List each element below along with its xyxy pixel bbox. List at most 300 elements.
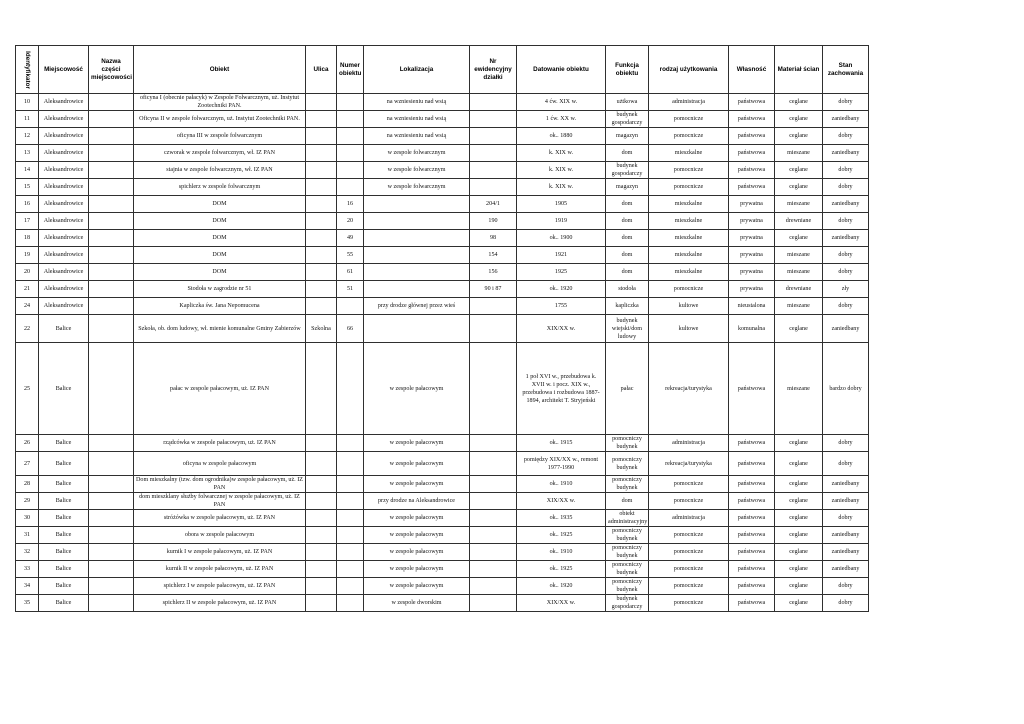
- header-wlasnosc: Własność: [729, 46, 775, 94]
- cell-stan-zachowania: zły: [823, 281, 869, 298]
- cell-stan-zachowania: zaniedbany: [823, 196, 869, 213]
- cell-lokalizacja: [364, 230, 470, 247]
- cell-rodzaj-uzytkowania: rekreacja/turystyka: [649, 452, 729, 476]
- cell-nr-dzialki: [470, 527, 517, 544]
- cell-numer-obiektu: 55: [337, 247, 364, 264]
- cell-nr-dzialki: 156: [470, 264, 517, 281]
- cell-ulica: [306, 128, 337, 145]
- cell-obiekt: kurnik I w zespole pałacowym, uż. IZ PAN: [134, 544, 306, 561]
- cell-miejscowosc: Balice: [39, 561, 89, 578]
- table-row: [16, 578, 869, 595]
- cell-funkcja: magazyn: [606, 128, 649, 145]
- cell-wlasnosc: państwowa: [729, 94, 775, 111]
- cell-lokalizacja: w zespole pałacowym: [364, 343, 470, 435]
- cell-miejscowosc: Aleksandrowice: [39, 247, 89, 264]
- cell-wlasnosc: państwowa: [729, 595, 775, 612]
- cell-lokalizacja: w zespole folwarcznym: [364, 162, 470, 179]
- cell-lokalizacja: przy drodze na Aleksandrowice: [364, 493, 470, 510]
- cell-wlasnosc: państwowa: [729, 561, 775, 578]
- cell-miejscowosc: Balice: [39, 595, 89, 612]
- cell-datowanie: ok.. 1925: [517, 561, 606, 578]
- cell-rodzaj-uzytkowania: administracja: [649, 435, 729, 452]
- cell-miejscowosc: Aleksandrowice: [39, 281, 89, 298]
- cell-nr-dzialki: [470, 145, 517, 162]
- cell-ulica: [306, 435, 337, 452]
- cell-miejscowosc: Aleksandrowice: [39, 230, 89, 247]
- cell-ulica: [306, 298, 337, 315]
- cell-nr-dzialki: [470, 128, 517, 145]
- cell-funkcja: dom: [606, 247, 649, 264]
- cell-ulica: [306, 179, 337, 196]
- cell-lokalizacja: [364, 196, 470, 213]
- cell-ulica: [306, 452, 337, 476]
- cell-stan-zachowania: dobry: [823, 578, 869, 595]
- header-identyfikator: [16, 46, 39, 94]
- cell-material-scian: ceglane: [775, 230, 823, 247]
- cell-nazwa-czesci: [89, 315, 134, 343]
- cell-lokalizacja: [364, 281, 470, 298]
- cell-funkcja: pałac: [606, 343, 649, 435]
- cell-funkcja: dom: [606, 493, 649, 510]
- cell-rodzaj-uzytkowania: administracja: [649, 94, 729, 111]
- table-row: [16, 595, 869, 612]
- cell-ulica: [306, 527, 337, 544]
- cell-datowanie: pomiędzy XIX/XX w., remont 1977-1990: [517, 452, 606, 476]
- cell-material-scian: mieszane: [775, 196, 823, 213]
- cell-nr-dzialki: [470, 452, 517, 476]
- cell-obiekt: spichlerz I w zespole pałacowym, uż. IZ PAN: [134, 578, 306, 595]
- monuments-table: [15, 45, 869, 612]
- cell-stan-zachowania: dobry: [823, 179, 869, 196]
- header-funkcja: Funkcja obiektu: [606, 46, 649, 94]
- cell-identyfikator: 16: [16, 196, 39, 213]
- cell-numer-obiektu: [337, 179, 364, 196]
- header-stan-zachowania: Stan zachowania: [823, 46, 869, 94]
- cell-nazwa-czesci: [89, 196, 134, 213]
- cell-rodzaj-uzytkowania: kultowe: [649, 315, 729, 343]
- cell-lokalizacja: na wzniesieniu nad wsią: [364, 94, 470, 111]
- cell-ulica: [306, 578, 337, 595]
- cell-datowanie: XIX/XX w.: [517, 315, 606, 343]
- cell-nazwa-czesci: [89, 578, 134, 595]
- cell-funkcja: dom: [606, 213, 649, 230]
- header-identyfikator-label: Identyfikator: [24, 50, 31, 89]
- cell-stan-zachowania: zaniedbany: [823, 476, 869, 493]
- cell-funkcja: pomocniczy budynek: [606, 452, 649, 476]
- table-row: [16, 510, 869, 527]
- cell-stan-zachowania: dobry: [823, 247, 869, 264]
- cell-obiekt: Oficyna II w zespole folwarcznym, uż. Instytut Zootechniki PAN.: [134, 111, 306, 128]
- cell-wlasnosc: prywatna: [729, 230, 775, 247]
- cell-material-scian: ceglane: [775, 94, 823, 111]
- cell-numer-obiektu: [337, 452, 364, 476]
- cell-wlasnosc: państwowa: [729, 452, 775, 476]
- table-row: [16, 281, 869, 298]
- cell-identyfikator: 18: [16, 230, 39, 247]
- cell-datowanie: ok.. 1900: [517, 230, 606, 247]
- cell-datowanie: k. XIX w.: [517, 179, 606, 196]
- cell-material-scian: mieszane: [775, 247, 823, 264]
- cell-nr-dzialki: [470, 544, 517, 561]
- cell-lokalizacja: [364, 264, 470, 281]
- cell-nazwa-czesci: [89, 213, 134, 230]
- cell-nazwa-czesci: [89, 343, 134, 435]
- cell-funkcja: pomocniczy budynek: [606, 435, 649, 452]
- cell-lokalizacja: w zespole folwarcznym: [364, 179, 470, 196]
- cell-funkcja: pomocniczy budynek: [606, 561, 649, 578]
- cell-wlasnosc: państwowa: [729, 162, 775, 179]
- cell-obiekt: spichlerz II w zespole pałacowym, uż. IZ PAN: [134, 595, 306, 612]
- cell-numer-obiektu: [337, 527, 364, 544]
- cell-rodzaj-uzytkowania: mieszkalne: [649, 264, 729, 281]
- cell-wlasnosc: państwowa: [729, 111, 775, 128]
- cell-lokalizacja: [364, 247, 470, 264]
- table-row: [16, 145, 869, 162]
- cell-obiekt: kurnik II w zespole pałacowym, uż. IZ PAN: [134, 561, 306, 578]
- cell-funkcja: użtkowa: [606, 94, 649, 111]
- cell-identyfikator: 34: [16, 578, 39, 595]
- cell-stan-zachowania: zaniedbany: [823, 315, 869, 343]
- cell-obiekt: DOM: [134, 247, 306, 264]
- cell-ulica: [306, 111, 337, 128]
- cell-nazwa-czesci: [89, 527, 134, 544]
- cell-obiekt: DOM: [134, 196, 306, 213]
- cell-datowanie: k. XIX w.: [517, 145, 606, 162]
- cell-stan-zachowania: dobry: [823, 435, 869, 452]
- cell-wlasnosc: państwowa: [729, 493, 775, 510]
- cell-material-scian: ceglane: [775, 493, 823, 510]
- cell-nazwa-czesci: [89, 162, 134, 179]
- cell-ulica: [306, 544, 337, 561]
- table-row: [16, 298, 869, 315]
- cell-wlasnosc: prywatna: [729, 196, 775, 213]
- cell-material-scian: ceglane: [775, 595, 823, 612]
- cell-lokalizacja: w zespole pałacowym: [364, 435, 470, 452]
- cell-numer-obiektu: 51: [337, 281, 364, 298]
- cell-obiekt: stajnia w zespole folwarcznym, wł. IZ PAN: [134, 162, 306, 179]
- table-row: [16, 544, 869, 561]
- cell-numer-obiektu: [337, 298, 364, 315]
- cell-numer-obiektu: [337, 493, 364, 510]
- cell-funkcja: magazyn: [606, 179, 649, 196]
- table-row: [16, 196, 869, 213]
- cell-identyfikator: 24: [16, 298, 39, 315]
- cell-stan-zachowania: zaniedbany: [823, 111, 869, 128]
- cell-nazwa-czesci: [89, 94, 134, 111]
- cell-nr-dzialki: [470, 162, 517, 179]
- cell-nazwa-czesci: [89, 128, 134, 145]
- cell-miejscowosc: Balice: [39, 493, 89, 510]
- cell-datowanie: 4 ćw. XIX w.: [517, 94, 606, 111]
- cell-funkcja: pomocniczy budynek: [606, 527, 649, 544]
- cell-numer-obiektu: 20: [337, 213, 364, 230]
- cell-datowanie: 1 ćw. XX w.: [517, 111, 606, 128]
- cell-datowanie: 1 poł XVI w., przebudowa k. XVII w. i pocz. XIX w., przebudowa i rozbudowa 1887-1894, architekt T. Stryjeński: [517, 343, 606, 435]
- cell-identyfikator: 12: [16, 128, 39, 145]
- table-row: [16, 343, 869, 435]
- cell-funkcja: budynek gospodarczy: [606, 111, 649, 128]
- cell-stan-zachowania: dobry: [823, 162, 869, 179]
- cell-identyfikator: 29: [16, 493, 39, 510]
- cell-obiekt: spichlerz w zespole folwarcznym: [134, 179, 306, 196]
- cell-wlasnosc: państwowa: [729, 527, 775, 544]
- cell-material-scian: ceglane: [775, 510, 823, 527]
- cell-ulica: [306, 510, 337, 527]
- cell-lokalizacja: w zespole pałacowym: [364, 476, 470, 493]
- table-row: [16, 561, 869, 578]
- header-miejscowosc: Miejscowość: [39, 46, 89, 94]
- cell-identyfikator: 10: [16, 94, 39, 111]
- cell-rodzaj-uzytkowania: pomocnicze: [649, 128, 729, 145]
- header-nazwa-czesci: Nazwa części miejscowości: [89, 46, 134, 94]
- cell-nr-dzialki: [470, 510, 517, 527]
- cell-obiekt: rządcówka w zespole pałacowym, uż. IZ PAN: [134, 435, 306, 452]
- cell-lokalizacja: na wzniesieniu nad wsią: [364, 111, 470, 128]
- header-material-scian: Materiał ścian: [775, 46, 823, 94]
- table-row: [16, 128, 869, 145]
- cell-nr-dzialki: 190: [470, 213, 517, 230]
- cell-stan-zachowania: dobry: [823, 264, 869, 281]
- cell-nazwa-czesci: [89, 247, 134, 264]
- cell-rodzaj-uzytkowania: mieszkalne: [649, 145, 729, 162]
- cell-material-scian: ceglane: [775, 435, 823, 452]
- cell-obiekt: dom mieszklany służby folwarcznej w zespole pałacowym, uż. IZ PAN: [134, 493, 306, 510]
- cell-nazwa-czesci: [89, 544, 134, 561]
- cell-lokalizacja: w zespole pałacowym: [364, 510, 470, 527]
- cell-identyfikator: 27: [16, 452, 39, 476]
- cell-miejscowosc: Aleksandrowice: [39, 111, 89, 128]
- cell-miejscowosc: Balice: [39, 476, 89, 493]
- cell-nazwa-czesci: [89, 510, 134, 527]
- cell-funkcja: budynek gospodarczy: [606, 595, 649, 612]
- cell-wlasnosc: prywatna: [729, 213, 775, 230]
- cell-stan-zachowania: dobry: [823, 510, 869, 527]
- cell-miejscowosc: Aleksandrowice: [39, 264, 89, 281]
- cell-lokalizacja: w zespole pałacowym: [364, 544, 470, 561]
- header-ulica: Ulica: [306, 46, 337, 94]
- cell-ulica: [306, 595, 337, 612]
- cell-identyfikator: 21: [16, 281, 39, 298]
- cell-nazwa-czesci: [89, 595, 134, 612]
- cell-numer-obiektu: [337, 578, 364, 595]
- cell-funkcja: obiekt administracyjny: [606, 510, 649, 527]
- cell-obiekt: oficyna w zespole pałacowym: [134, 452, 306, 476]
- table-row: [16, 493, 869, 510]
- cell-nazwa-czesci: [89, 145, 134, 162]
- cell-numer-obiektu: [337, 145, 364, 162]
- cell-numer-obiektu: [337, 435, 364, 452]
- cell-identyfikator: 28: [16, 476, 39, 493]
- cell-nazwa-czesci: [89, 298, 134, 315]
- cell-datowanie: 1919: [517, 213, 606, 230]
- cell-numer-obiektu: [337, 343, 364, 435]
- cell-nazwa-czesci: [89, 111, 134, 128]
- cell-wlasnosc: państwowa: [729, 343, 775, 435]
- cell-nr-dzialki: [470, 94, 517, 111]
- cell-nr-dzialki: [470, 595, 517, 612]
- cell-stan-zachowania: zaniedbany: [823, 561, 869, 578]
- cell-material-scian: ceglane: [775, 544, 823, 561]
- cell-nazwa-czesci: [89, 230, 134, 247]
- table-row: [16, 213, 869, 230]
- cell-nr-dzialki: 154: [470, 247, 517, 264]
- cell-nr-dzialki: 98: [470, 230, 517, 247]
- cell-rodzaj-uzytkowania: pomocnicze: [649, 476, 729, 493]
- cell-ulica: [306, 94, 337, 111]
- cell-ulica: [306, 493, 337, 510]
- cell-stan-zachowania: zaniedbany: [823, 230, 869, 247]
- cell-datowanie: ok.. 1915: [517, 435, 606, 452]
- cell-rodzaj-uzytkowania: pomocnicze: [649, 578, 729, 595]
- cell-datowanie: ok.. 1925: [517, 527, 606, 544]
- cell-obiekt: Dom mieszkalny (tzw. dom ogrodnika)w zespole pałacowym, uż. IZ PAN: [134, 476, 306, 493]
- cell-ulica: [306, 476, 337, 493]
- cell-obiekt: obora w zespole pałacowym: [134, 527, 306, 544]
- cell-ulica: [306, 343, 337, 435]
- cell-identyfikator: 11: [16, 111, 39, 128]
- cell-rodzaj-uzytkowania: mieszkalne: [649, 213, 729, 230]
- cell-nr-dzialki: [470, 476, 517, 493]
- cell-obiekt: pałac w zespole pałacowym, uż. IZ PAN: [134, 343, 306, 435]
- cell-datowanie: ok.. 1935: [517, 510, 606, 527]
- cell-miejscowosc: Aleksandrowice: [39, 145, 89, 162]
- cell-lokalizacja: w zespole pałacowym: [364, 452, 470, 476]
- cell-obiekt: Kapliczka św. Jana Nepomucena: [134, 298, 306, 315]
- cell-nr-dzialki: [470, 435, 517, 452]
- cell-nr-dzialki: [470, 493, 517, 510]
- cell-identyfikator: 35: [16, 595, 39, 612]
- cell-obiekt: Szkoła, ob. dom ludowy, wł. mienie komunalne Gminy Zabierzów: [134, 315, 306, 343]
- cell-lokalizacja: [364, 213, 470, 230]
- cell-funkcja: dom: [606, 145, 649, 162]
- table-row: [16, 264, 869, 281]
- cell-numer-obiektu: [337, 94, 364, 111]
- cell-material-scian: ceglane: [775, 578, 823, 595]
- cell-lokalizacja: w zespole folwarcznym: [364, 145, 470, 162]
- cell-identyfikator: 25: [16, 343, 39, 435]
- table-row: [16, 94, 869, 111]
- cell-identyfikator: 33: [16, 561, 39, 578]
- cell-stan-zachowania: dobry: [823, 298, 869, 315]
- cell-miejscowosc: Aleksandrowice: [39, 213, 89, 230]
- cell-ulica: [306, 162, 337, 179]
- cell-obiekt: oficyna I (obecnie pałacyk) w Zespole Folwarcznym, uż. Instytut Zootechniki PAN.: [134, 94, 306, 111]
- cell-obiekt: DOM: [134, 264, 306, 281]
- cell-miejscowosc: Balice: [39, 544, 89, 561]
- cell-lokalizacja: w zespole pałacowym: [364, 578, 470, 595]
- cell-funkcja: budynek gospodarczy: [606, 162, 649, 179]
- table-row: [16, 527, 869, 544]
- cell-obiekt: DOM: [134, 230, 306, 247]
- cell-material-scian: mieszane: [775, 298, 823, 315]
- cell-material-scian: ceglane: [775, 527, 823, 544]
- cell-stan-zachowania: bardzo dobry: [823, 343, 869, 435]
- cell-funkcja: kapliczka: [606, 298, 649, 315]
- cell-obiekt: oficyna III w zespole folwarcznym: [134, 128, 306, 145]
- cell-nr-dzialki: [470, 179, 517, 196]
- cell-rodzaj-uzytkowania: pomocnicze: [649, 111, 729, 128]
- cell-material-scian: ceglane: [775, 452, 823, 476]
- header-nr-dzialki: Nr ewidencyjny działki: [470, 46, 517, 94]
- cell-stan-zachowania: zaniedbany: [823, 527, 869, 544]
- cell-miejscowosc: Balice: [39, 510, 89, 527]
- cell-lokalizacja: w zespole pałacowym: [364, 561, 470, 578]
- cell-ulica: [306, 213, 337, 230]
- cell-datowanie: 1925: [517, 264, 606, 281]
- header-lokalizacja: Lokalizacja: [364, 46, 470, 94]
- cell-miejscowosc: Balice: [39, 578, 89, 595]
- cell-wlasnosc: państwowa: [729, 145, 775, 162]
- cell-lokalizacja: na wzniesieniu nad wsią: [364, 128, 470, 145]
- table-row: [16, 476, 869, 493]
- cell-identyfikator: 22: [16, 315, 39, 343]
- header-datowanie: Datowanie obiektu: [517, 46, 606, 94]
- cell-datowanie: 1921: [517, 247, 606, 264]
- table-row: [16, 435, 869, 452]
- cell-numer-obiektu: [337, 111, 364, 128]
- cell-rodzaj-uzytkowania: pomocnicze: [649, 179, 729, 196]
- cell-numer-obiektu: [337, 128, 364, 145]
- cell-material-scian: mieszane: [775, 343, 823, 435]
- cell-material-scian: ceglane: [775, 179, 823, 196]
- cell-rodzaj-uzytkowania: pomocnicze: [649, 162, 729, 179]
- cell-funkcja: stodoła: [606, 281, 649, 298]
- cell-funkcja: dom: [606, 264, 649, 281]
- cell-wlasnosc: prywatna: [729, 247, 775, 264]
- cell-numer-obiektu: [337, 510, 364, 527]
- cell-miejscowosc: Balice: [39, 435, 89, 452]
- cell-miejscowosc: Aleksandrowice: [39, 196, 89, 213]
- cell-wlasnosc: państwowa: [729, 578, 775, 595]
- cell-funkcja: budynek wiejski/dom ludowy: [606, 315, 649, 343]
- cell-miejscowosc: Balice: [39, 452, 89, 476]
- table-row: [16, 230, 869, 247]
- cell-obiekt: Stodoła w zagrodzie nr 51: [134, 281, 306, 298]
- table-row: [16, 162, 869, 179]
- cell-material-scian: ceglane: [775, 111, 823, 128]
- cell-nazwa-czesci: [89, 264, 134, 281]
- cell-numer-obiektu: [337, 561, 364, 578]
- table-row: [16, 179, 869, 196]
- cell-ulica: [306, 247, 337, 264]
- cell-identyfikator: 19: [16, 247, 39, 264]
- cell-rodzaj-uzytkowania: pomocnicze: [649, 595, 729, 612]
- cell-stan-zachowania: dobry: [823, 128, 869, 145]
- cell-rodzaj-uzytkowania: pomocnicze: [649, 561, 729, 578]
- cell-nazwa-czesci: [89, 281, 134, 298]
- cell-material-scian: ceglane: [775, 561, 823, 578]
- table-row: [16, 111, 869, 128]
- cell-identyfikator: 13: [16, 145, 39, 162]
- cell-identyfikator: 15: [16, 179, 39, 196]
- cell-datowanie: ok.. 1910: [517, 476, 606, 493]
- cell-nr-dzialki: [470, 561, 517, 578]
- cell-ulica: [306, 196, 337, 213]
- cell-numer-obiektu: 66: [337, 315, 364, 343]
- cell-nr-dzialki: [470, 578, 517, 595]
- cell-nazwa-czesci: [89, 476, 134, 493]
- cell-obiekt: czworak w zespole folwarcznym, wł. IZ PAN: [134, 145, 306, 162]
- header-row: [16, 46, 869, 94]
- cell-nr-dzialki: [470, 298, 517, 315]
- cell-rodzaj-uzytkowania: pomocnicze: [649, 281, 729, 298]
- cell-datowanie: XIX/XX w.: [517, 493, 606, 510]
- cell-ulica: [306, 145, 337, 162]
- cell-identyfikator: 17: [16, 213, 39, 230]
- cell-rodzaj-uzytkowania: pomocnicze: [649, 527, 729, 544]
- cell-miejscowosc: Aleksandrowice: [39, 162, 89, 179]
- cell-obiekt: DOM: [134, 213, 306, 230]
